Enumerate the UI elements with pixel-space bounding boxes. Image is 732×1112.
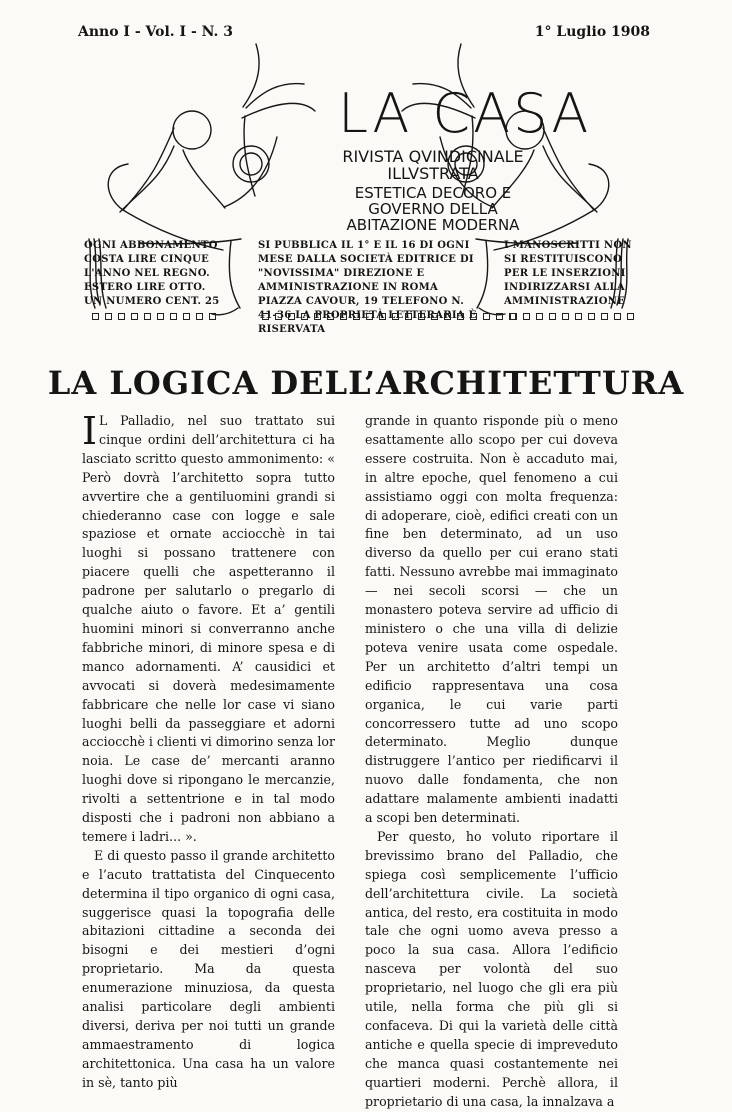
manuscript-info: I MANOSCRITTI NON SI RESTITUISCONO PER LE INSERZIONI INDIRIZZARSI ALLA AMMINISTRAZIONE (504, 240, 632, 307)
article-paragraph: I L Palladio, nel suo trattato sui cinque ordini dell’architettura ci ha lasciato scritto questo ammonimento: « Però dovrà l’architetto sopra tutto avvertire che a gentiluomini grandi si chiederanno case con logge e sale spaziose et ornate acciocchè in tai luoghi si possano trattenere con piacere quelli che aspetteranno il padrone per salutarlo o pregarlo di qualche aiuto o favore. Et a’ gentili huomini minori si converranno anche fabbriche minori, di minore spesa e di manco adornamenti. A’ causidici et avvocati si doverà medesimamente fabbricare che nelle lor case vi siano luoghi belli da passeggiare et adorni acciocchè i clienti vi dimorino senza lor noia. Le case de’ mercanti aranno luoghi dove si ripongano le mercanzie, rivolti a settentrione e in tal modo disposti che i padroni non abbiano a temere i ladri... ». (82, 409, 336, 844)
article-paragraph: grande in quanto risponde più o meno esattamente allo scopo per cui doveva essere costruita. Non è accaduto mai, in altre epoche, quel fenomeno a cui assistiamo oggi con molta frequenza: di adoperare, cioè, edifici creati con un fine ben determinato, ad un uso diverso da quello per cui erano stati fatti. Nessuno avrebbe mai immaginato — nei secoli scorsi — che un monastero poteva servire ad ufficio di ministero o che una villa di delizie poteva venire usata come ospedale. Per un architetto d’altri tempi un edificio rappresentava una cosa organica, le cui varie parti concorressero tutte ad uno scopo determinato. Meglio dunque distruggere l’antico per riedificarvi il nuovo dalle fondamenta, che non adattare malamente ambienti inadatti a scopi ben determinati. (365, 413, 618, 826)
article-paragraph: Per questo, ho voluto riportare il brevissimo brano del Palladio, che spiega così semplicemente l’ufficio dell’architettura civile. La società antica, del resto, era costituita in modo tale che ogni uomo aveva presso a poco la sua casa. Allora l’edificio nasceva per volontà del suo proprietario, nel luogo che gli era più utile, nella forma che più gli si confaceva. Di qui la varietà delle città antiche e quella specie di impreveduto che manca quasi costantemente nei quartieri moderni. Perchè allora, il proprietario di una casa, la innalzava a (365, 828, 618, 1109)
article-title: LA LOGICA DELL’ARCHITETTURA (47, 364, 685, 402)
masthead-tagline: ESTETICA DECORO E GOVERNO DELLA ABITAZIONE MODERNA (346, 184, 520, 234)
article-column-left (82, 409, 336, 1093)
issue-right: 1° Luglio 1908 (534, 24, 650, 40)
issue-left: Anno I - Vol. I - N. 3 (78, 24, 234, 40)
subscription-info: OGNI ABBONAMENTO COSTA LIRE CINQUE L'ANNO NEL REGNO. ESTERO LIRE OTTO. UN NUMERO CENT. 25 (84, 240, 220, 307)
masthead-subtitle: RIVISTA QVINDICINALE ILLVSTRATA (342, 147, 524, 183)
ornamental-squares-left (92, 313, 216, 320)
masthead-title: LA CASA (338, 82, 592, 145)
article-paragraph: E di questo passo il grande architetto e l’acuto trattatista del Cinquecento determina il tipo organico di ogni casa, suggerisce quasi la topografia delle abitazioni cittadine a seconda dei bisogni e dei mestieri d’ogni proprietario. Ma da questa enumerazione minuziosa, da questa analisi particolare degli ambienti diversi, deriva per noi tutti un grande ammaestramento di logica architettonica. Una casa ha un valore in sè, tanto più (82, 847, 335, 1090)
ornamental-squares-center (262, 313, 516, 320)
article-column-right (365, 412, 618, 1112)
drop-cap: I (82, 409, 98, 453)
ornamental-squares-right (510, 313, 634, 320)
publication-info: SI PUBBLICA IL 1° E IL 16 DI OGNI MESE DALLA SOCIETÀ EDITRICE DI "NOVISSIMA" DIREZIONE E AMMINISTRAZIONE IN ROMA PIAZZA CAVOUR, 19 TELEFONO N. 41-36 LA PROPRIETÀ LETTERARIA È RISERVATA (258, 240, 477, 335)
